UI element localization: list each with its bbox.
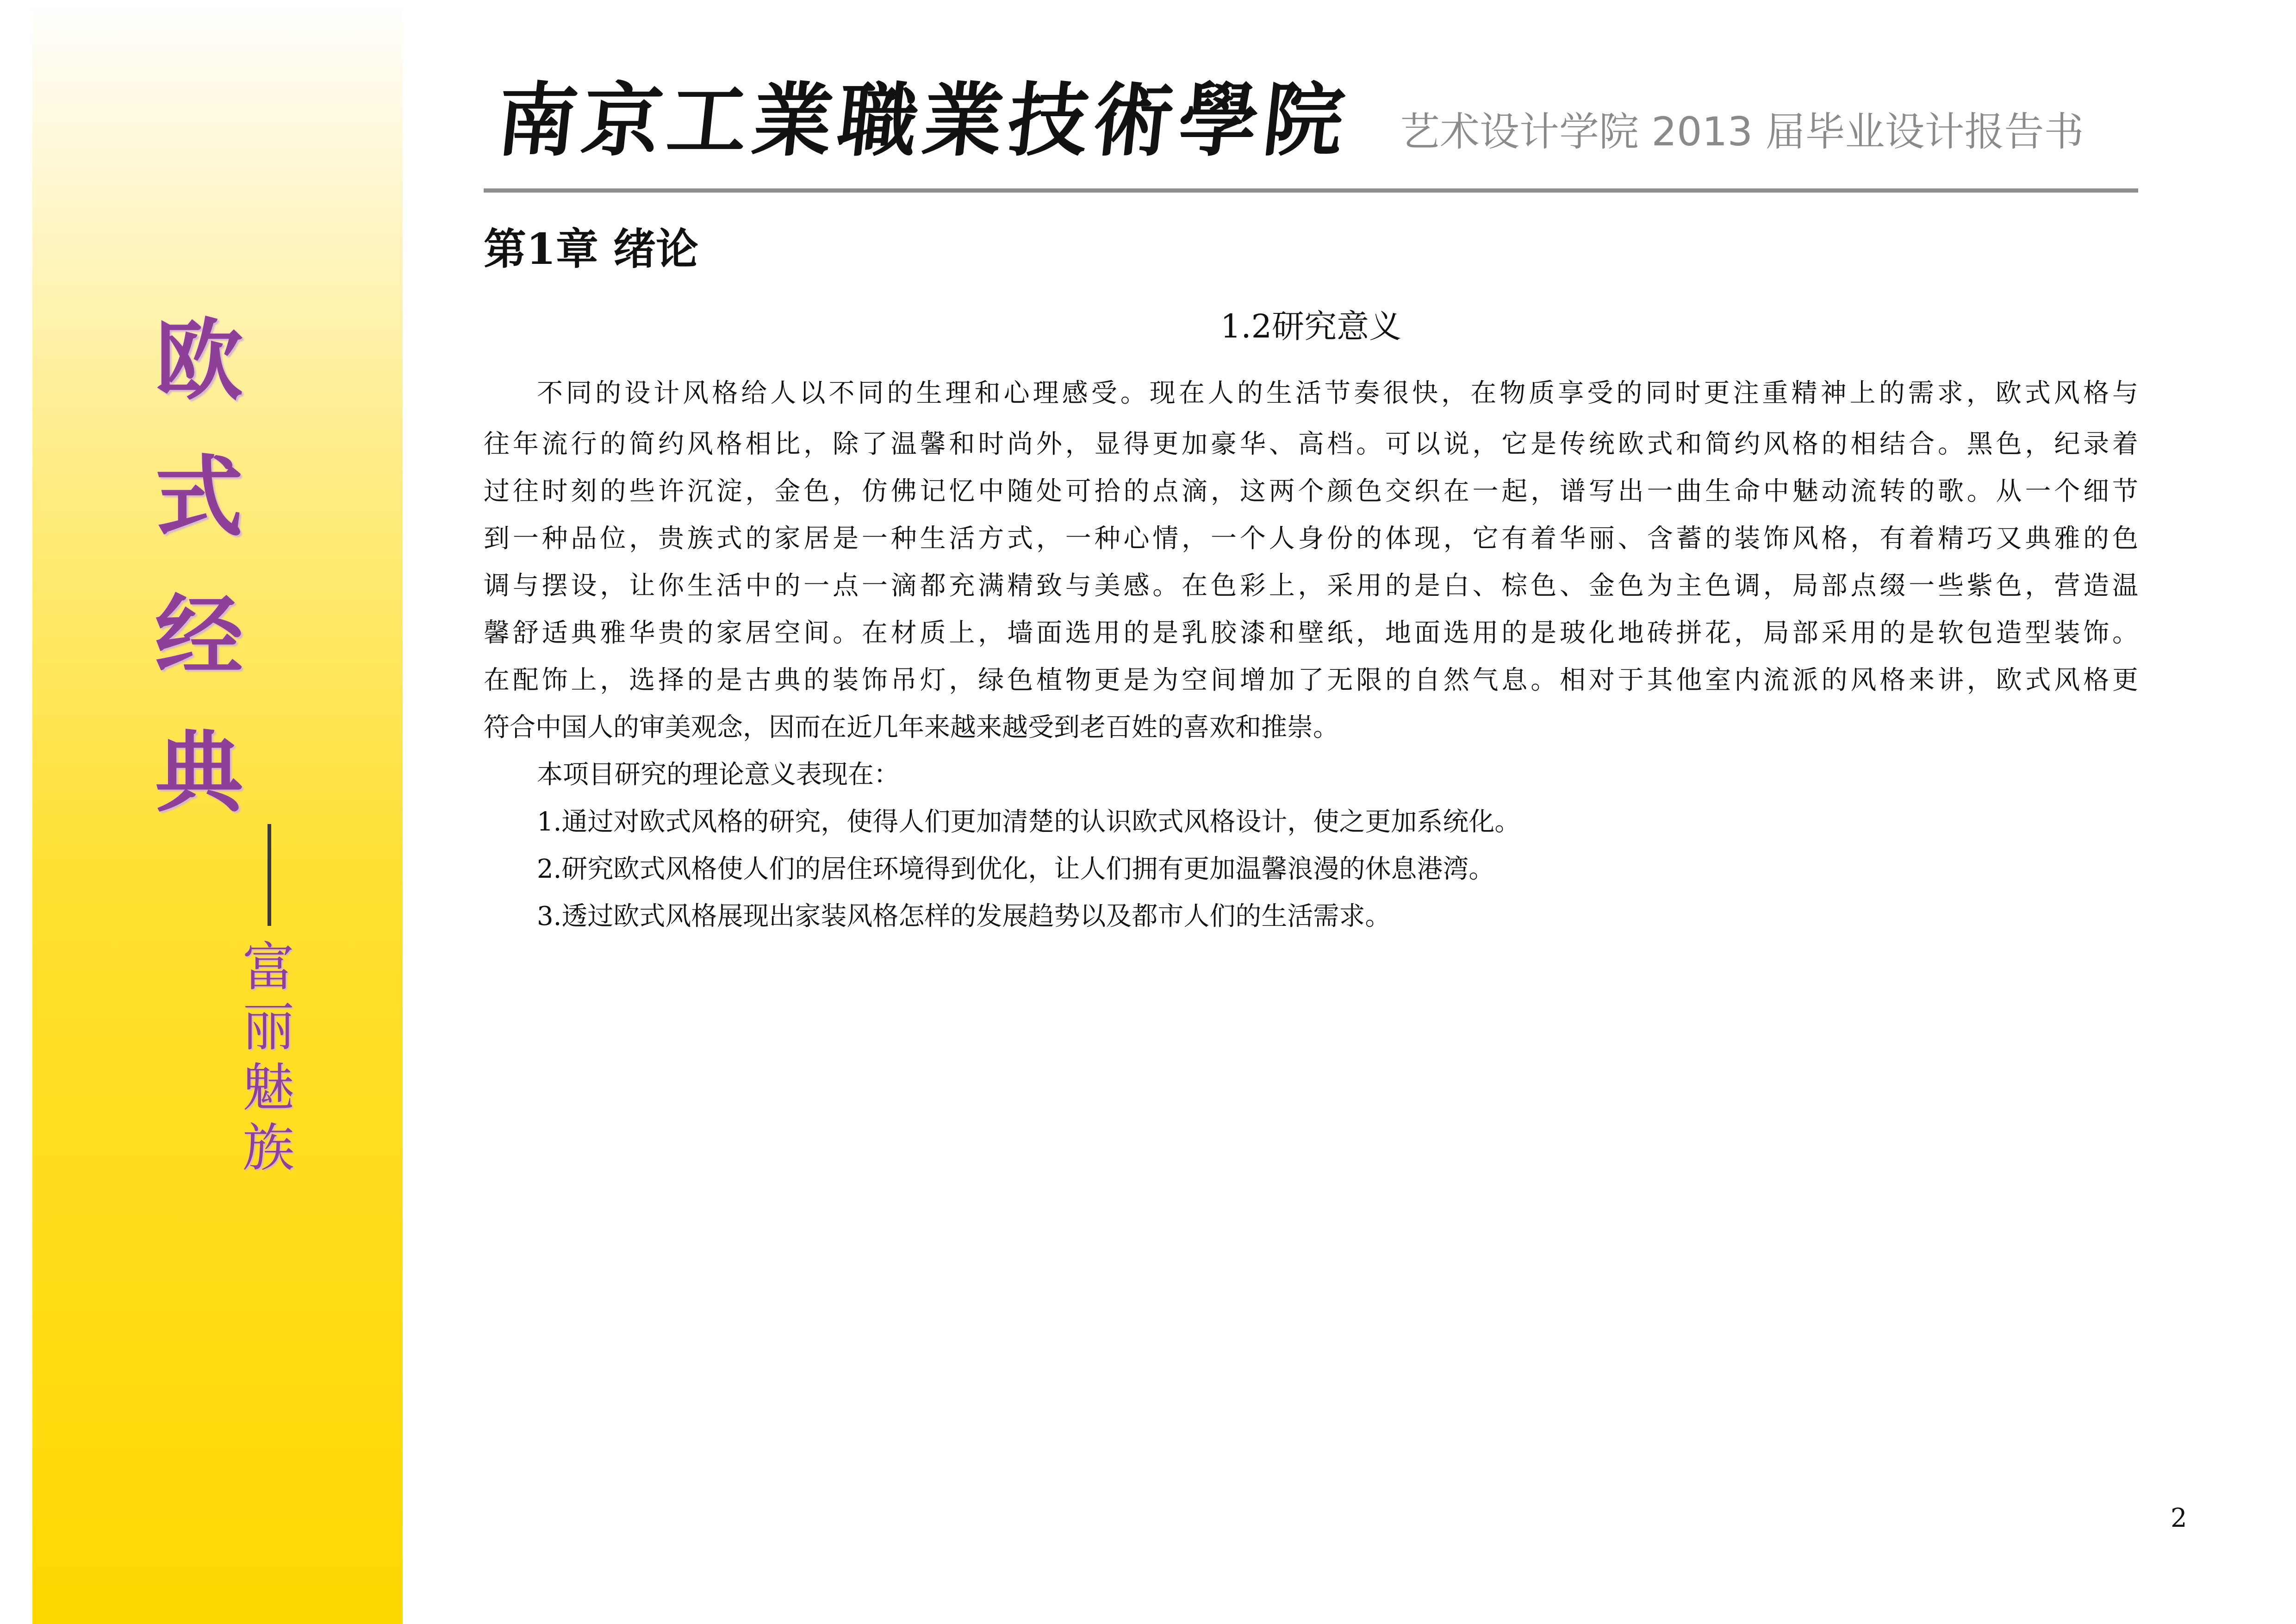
paragraph-line: 馨舒适典雅华贵的家居空间。在材质上，墙面选用的是乳胶漆和壁纸，地面选用的是玻化地砖拼花，局部采用的是软包造型装饰。	[484, 618, 2138, 648]
chapter-title: 第1章 绪论	[484, 224, 699, 274]
sidebar-title-char-4: 典	[155, 722, 243, 824]
sidebar-subtitle-char-1: 富	[243, 937, 294, 998]
sidebar-subtitle-char-4: 族	[243, 1118, 294, 1178]
school-name-logo: 南京工業職業技術學院	[492, 73, 1354, 167]
sidebar-title-char-3: 经	[155, 585, 243, 687]
paragraph-line: 往年流行的简约风格相比，除了温馨和时尚外，显得更加豪华、高档。可以说，它是传统欧式和简约风格的相结合。黑色，纪录着	[484, 429, 2138, 459]
list-item: 2.研究欧式风格使人们的居住环境得到优化，让人们拥有更加温馨浪漫的休息港湾。	[537, 854, 1495, 884]
sidebar-title-char-2: 式	[155, 446, 243, 549]
list-item: 1.通过对欧式风格的研究，使得人们更加清楚的认识欧式风格设计，使之更加系统化。	[537, 807, 1521, 837]
paragraph-line: 过往时刻的些许沉淀，金色，仿佛记忆中随处可拾的点滴，这两个颜色交织在一起，谱写出一曲生命中魅动流转的歌。从一个细节	[484, 476, 2138, 506]
header-divider	[484, 188, 2138, 193]
sidebar-subtitle-char-3: 魅	[243, 1058, 294, 1118]
paragraph-line: 符合中国人的审美观念，因而在近几年来越来越受到老百姓的喜欢和推崇。	[484, 712, 1339, 743]
list-intro: 本项目研究的理论意义表现在：	[537, 760, 900, 790]
report-title: 艺术设计学院 2013 届毕业设计报告书	[1400, 109, 2084, 155]
paragraph-line: 调与摆设，让你生活中的一点一滴都充满精致与美感。在色彩上，采用的是白、棕色、金色为主色调，局部点缀一些紫色，营造温	[484, 571, 2138, 601]
paragraph-line: 到一种品位，贵族式的家居是一种生活方式，一种心情，一个人身份的体现，它有着华丽、含蓄的装饰风格，有着精巧又典雅的色	[484, 524, 2138, 554]
sidebar-dash-divider	[268, 824, 271, 926]
page-number: 2	[2171, 1503, 2187, 1533]
sidebar-title-char-1: 欧	[155, 310, 243, 412]
paragraph-line: 在配饰上，选择的是古典的装饰吊灯，绿色植物更是为空间增加了无限的自然气息。相对于其他室内流派的风格来讲，欧式风格更	[484, 665, 2138, 695]
section-title: 1.2研究意义	[1220, 307, 1402, 345]
paragraph-line: 不同的设计风格给人以不同的生理和心理感受。现在人的生活节奏很快，在物质享受的同时更注重精神上的需求，欧式风格与	[537, 378, 2138, 408]
sidebar-subtitle-char-2: 丽	[243, 998, 294, 1058]
list-item: 3.透过欧式风格展现出家装风格怎样的发展趋势以及都市人们的生活需求。	[537, 901, 1391, 931]
